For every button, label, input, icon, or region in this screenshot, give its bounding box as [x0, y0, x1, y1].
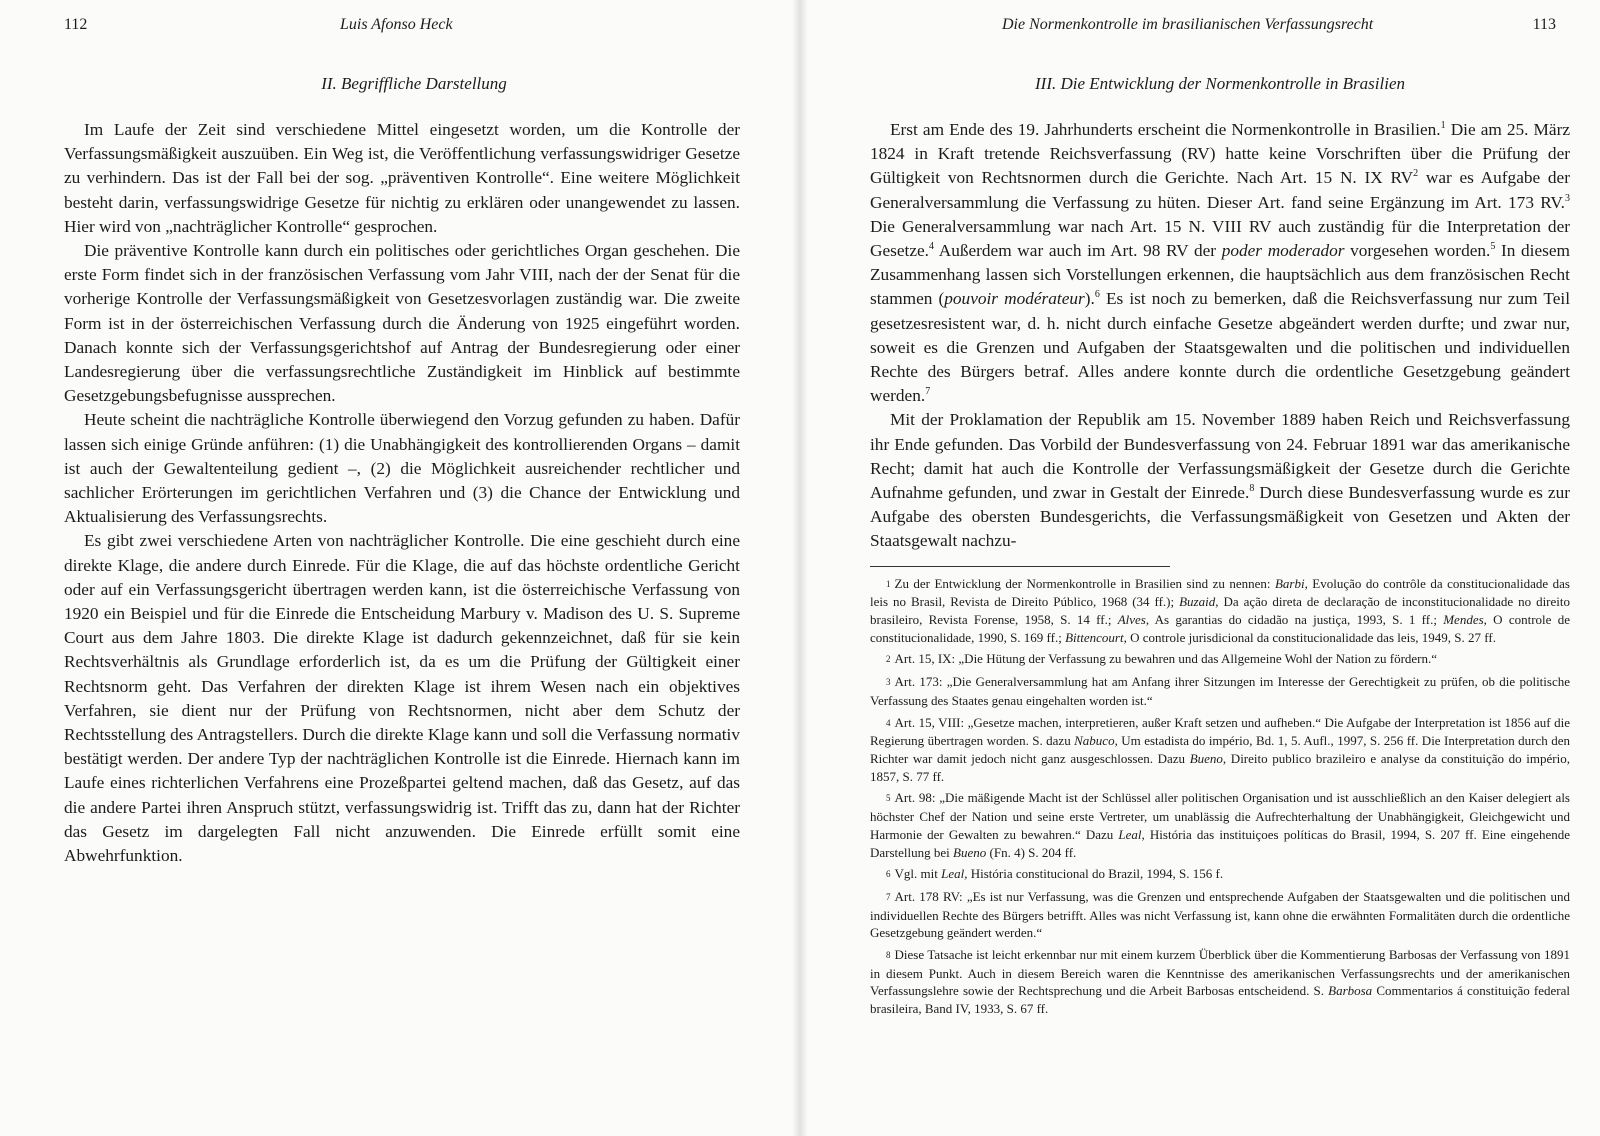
paragraph: Mit der Proklamation der Republik am 15. November 1889 haben Reich und Reichsverfassung ihr Ende gefunden. Das Vorbild der Bundesverfassung von 24. Februar 1891 war das amerikanische Recht; damit hat auch die Kontrolle der Verfassungsmäßigkeit der Gesetze durch die Gerichte Aufnahme gefunden, und zwar in Gestalt der Einrede.$^8$ Durch diese Bundesverfassung wurde es zur Aufgabe des obersten Bundesgerichts, die Verfassungsmäßigkeit von Gesetzen und Akten der Staatsgewalt nachzu- [870, 410, 1570, 551]
footnote-ref: 4 [929, 241, 935, 253]
footnote-ref: 1 [1440, 120, 1446, 131]
right-running-title: Die Normenkontrolle im brasilianischen Verfassungsrecht [1002, 16, 1374, 33]
footnote-8: 8 Diese Tatsache ist leicht erkennbar nur mit einem kurzem Überblick über die Kommentierung Barbosas der Verfassung von 1891 in diesem Punkt. Auch in diesem Bereich waren die Kenntnisse des amerikanischen Verfassungsrechts und der amerikanischen Verfassungslehre sowie der Rechtsprechung und die Arbeit Barbosas entscheidend. S. Barbosa Commentarios á constituição federal brasileira, Band IV, 1933, S. 67 ff. [870, 947, 1571, 1017]
right-body-text [870, 118, 1570, 554]
left-body-text [64, 118, 740, 868]
paragraph: Im Laufe der Zeit sind verschiedene Mittel eingesetzt worden, um die Kontrolle der Verfassungsmäßigkeit auszuüben. Ein Weg ist, die Veröffentlichung verfassungswidriger Gesetze zu verhindern. Das ist der Fall bei der sog. „präventiven Kontrolle“. Eine weitere Möglichkeit besteht darin, verfassungswidrige Gesetze für nichtig zu erklären oder unangewendet zu lassen. Hier wird von „nachträglicher Kontrolle“ gesprochen. [64, 120, 740, 236]
footnote-7: 7 Art. 178 RV: „Es ist nur Verfassung, was die Grenzen und entsprechende Aufgaben der Staatsgewalten und die politischen und individuellen Rechte des Bürgers betrifft. Alles was nicht Verfassung ist, kann ohne die erwähnten Formalitäten durch die ordentliche Gesetzgebung geändert werden.“ [870, 888, 1570, 941]
footnote-4: 4 Art. 15, VIII: „Gesetze machen, interpretieren, außer Kraft setzen und aufheben.“ Die Aufgabe der Interpretation ist 1856 auf die Regierung übertragen worden. S. dazu Nabuco, Um estadista do império, Bd. 1, 5. Aufl., 1997, S. 256 ff. Die Interpretation durch den Richter war damit jedoch nicht ganz ausgeschlossen. Dazu Bueno, Direito publico brazileiro e analyse da constituição do império, 1857, S. 77 ff. [870, 714, 1570, 784]
footnote-ref: 5 [1490, 241, 1496, 253]
section-heading-ii: II. Begriffliche Darstellung [321, 74, 507, 93]
right-running-head [870, 16, 1570, 42]
paragraph: Heute scheint die nachträgliche Kontrolle überwiegend den Vorzug gefunden zu haben. Dafür lassen sich einige Gründe anführen: (1) die Unabhängigkeit des kontrollierenden Organs – damit ist auch der Gewaltenteilung gedient –, (2) die Möglichkeit ausreichender rechtlicher und sachlicher Erörterungen im gerichtlichen Verfahren und (3) die Chance der Entwicklung und Aktualisierung des Verfassungsrechts. [64, 410, 740, 527]
right-page-number: 113 [1532, 16, 1556, 33]
footnote-5: 5 Art. 98: „Die mäßigende Macht ist der Schlüssel aller politischen Organisation und ist ausschließlich an den Kaiser delegiert als höchster Chef der Nation und seine erste Vertreter, um unablässig die Aufrechterhaltung der Unabhängigkeit, Gleichgewicht und Harmonie der Gewalten zu bewahren.“ Dazu Leal, História das instituiçoes políticas do Brasil, 1994, S. 207 ff. Eine eingehende Darstellung bei Bueno (Fn. 4) S. 204 ff. [870, 790, 1570, 860]
footnote-6: 6 Vgl. mit Leal, História constitucional do Brazil, 1994, S. 156 f. [886, 866, 1224, 882]
footnotes [870, 575, 1570, 1018]
footnote-ref: 7 [925, 386, 931, 398]
footnote-ref: 8 [1249, 483, 1255, 495]
book-gutter [792, 0, 808, 1136]
paragraph: Es gibt zwei verschiedene Arten von nachträglicher Kontrolle. Die eine geschieht durch eine direkte Klage, die andere durch Einrede. Für die Klage, die auf das höchste ordentliche Gericht oder auf ein Verfassungsgericht übertragen werden kann, ist die österreichische Verfassung von 1920 ein Beispiel und für die Einrede die Entscheidung Marbury v. Madison des U. S. Supreme Court aus dem Jahre 1803. Die direkte Klage ist dadurch gekennzeichnet, daß für sie kein Rechtsverhältnis als Grundlage erforderlich ist, da es um die Prüfung der Gültigkeit einer Rechtsnorm geht. Das Verfahren der direkten Klage ist ihrem Wesen nach ein objektives Verfahren, sie dient nur der Prüfung von Rechtsnormen, nicht aber dem Schutz der Rechtsstellung des Antragstellers. Durch die direkte Klage kann und soll die Verfassung normativ bestätigt werden. Der andere Typ der nachträglichen Kontrolle ist die Einrede. Hiernach kann im Laufe eines richterlichen Verfahrens eine Prozeßpartei geltend machen, daß das Gesetz, auf das die andere Partei ihren Anspruch stützt, verfassungswidrig ist. Trifft das zu, dann hat der Richter das Gesetz im dargelegten Fall nicht anzuwenden. Die Einrede erfüllt somit eine Abwehrfunktion. [64, 531, 740, 866]
footnote-3: 3 Art. 173: „Die Generalversammlung hat am Anfang ihrer Sitzungen im Interesse der Gerechtigkeit zu prüfen, ob die politische Verfassung des Staates genau eingehalten worden ist.“ [870, 674, 1570, 708]
right-page [800, 0, 1600, 1136]
footnote-ref: 6 [1094, 289, 1100, 301]
footnote-2: 2 Art. 15, IX: „Die Hütung der Verfassung zu bewahren und das Allgemeine Wohl der Nation zu fördern.“ [886, 651, 1438, 667]
left-page-number: 112 [64, 16, 88, 33]
paragraph: Die präventive Kontrolle kann durch ein politisches oder gerichtliches Organ geschehen. Die erste Form findet sich in der französischen Verfassung vom Jahr VIII, nach der der Senat für die vorherige Kontrolle der Verfassungsmäßigkeit von Gesetzesvorlagen zuständig war. Die zweite Form ist in der österreichischen Verfassung durch die Änderung von 1925 eingeführt worden. Danach konnte sich der Verfassungsgerichtshof auf Antrag der Bundesregierung oder einer Landesregierung über die verfassungsrechtliche Zuständigkeit im Hinblick auf bestimmte Gesetzgebungsbefugnisse aussprechen. [64, 241, 740, 406]
left-running-head [64, 16, 740, 42]
paragraph: Erst am Ende des 19. Jahrhunderts erscheint die Normenkontrolle in Brasilien.$^1$ Die am 25. März 1824 in Kraft tretende Reichsverfassung (RV) hatte keine Vorschriften über die Prüfung der Gültigkeit von Rechtsnormen durch die Gerichte. Nach Art. 15 N. IX $RV^2$ war es Aufgabe der Generalversammlung die Verfassung zu hüten. Dieser Art. fand seine Ergänzung im Art. 173 RV.$^3$ Die Generalversammlung war nach Art. 15 N. VIII RV auch zuständig für die Interpretation der Gesetze.$^4$ Außerdem war auch im Art. 98 RV der poder moderador vorgesehen worden.$^5$ In diesem Zusammenhang lassen sich Vorstellungen erkennen, die hauptsächlich aus dem französischen Recht stammen (pouvoir modérateur).$^6$ Es ist noch zu bemerken, daß die Reichsverfassung nur zum Teil gesetzesresistent war, d. h. nicht durch einfache Gesetze abgeändert werden durfte; und zwar nur, soweit es die Grenzen und Aufgaben der Staatsgewalten und die politischen und individuellen Rechte des Bürgers betraf. Alles andere konnte durch die ordentliche Gesetzgebung geändert werden.$^7$ [870, 120, 1571, 406]
section-heading-iii: III. Die Entwicklung der Normenkontrolle in Brasilien [1035, 74, 1405, 93]
footnote-ref: 3 [1565, 192, 1570, 204]
footnote-divider [870, 566, 1170, 567]
footnote-ref: 2 [1413, 168, 1419, 180]
left-running-title: Luis Afonso Heck [340, 16, 453, 33]
footnote-1: 1 Zu der Entwicklung der Normenkontrolle in Brasilien sind zu nennen: Barbi, Evolução do contrôle da constitucionalidade das leis no Brasil, Revista de Direito Público, 1968 (34 ff.); Buzaid, Da ação direta de declaração de inconstitucionalidade no direito brasileiro, Revista Forense, 1958, S. 14 ff.; Alves, As garantias do cidadão na justiça, 1993, S. 1 ff.; Mendes, O controle de constitucionalidade, 1990, S. 169 ff.; Bittencourt, O controle jurisdicional da constitucionalidade das leis, 1949, S. 27 ff. [870, 575, 1571, 645]
